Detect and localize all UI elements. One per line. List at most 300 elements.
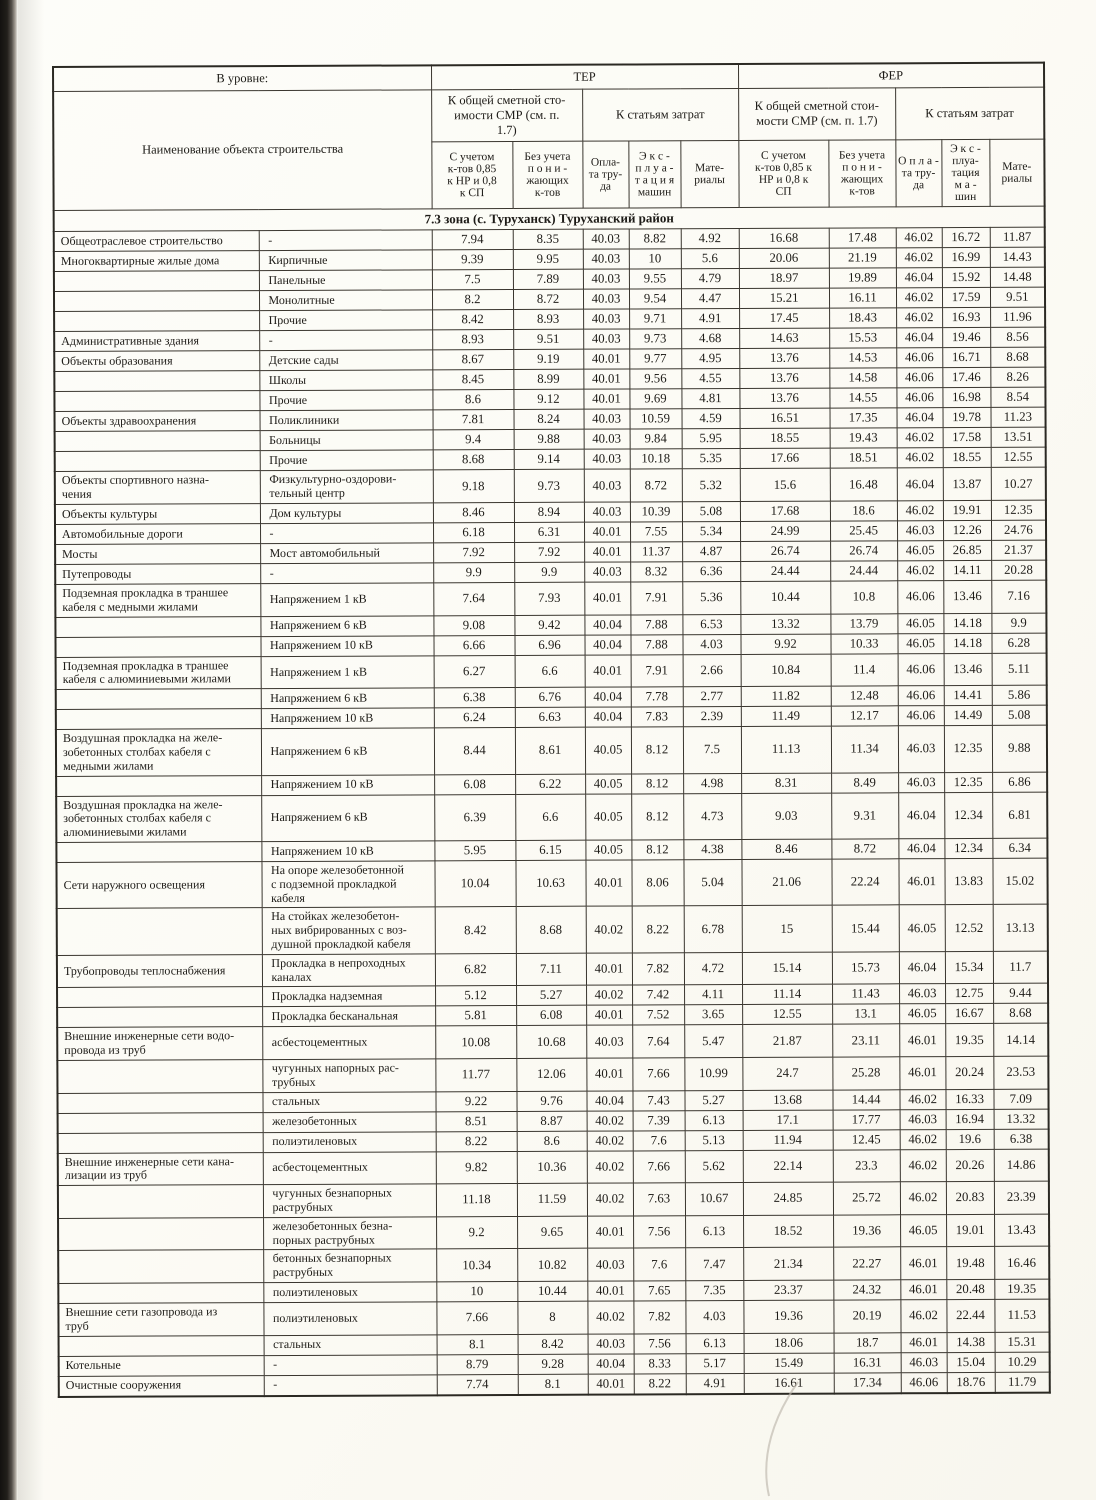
index-value-cell: 46.02 xyxy=(897,428,943,448)
object-subtype-cell: асбестоцементных xyxy=(263,1151,436,1184)
index-value-cell: 46.06 xyxy=(896,348,942,368)
index-value-cell: 10.34 xyxy=(436,1249,517,1282)
index-value-cell: 8.68 xyxy=(516,907,586,954)
index-value-cell: 46.06 xyxy=(898,686,944,706)
index-value-cell: 14.18 xyxy=(944,633,992,653)
index-value-cell: 40.03 xyxy=(588,1334,634,1354)
index-value-cell: 12.52 xyxy=(945,905,993,952)
index-value-cell: 7.6 xyxy=(633,1130,685,1150)
index-value-cell: 40.01 xyxy=(584,522,630,542)
object-name-cell: Воздушная прокладка на желе- зобетонных столбах кабеля с алюминиевыми жилами xyxy=(56,795,261,842)
index-value-cell: 40.01 xyxy=(583,369,629,389)
index-value-cell: 7.83 xyxy=(631,707,683,727)
index-value-cell: 8.54 xyxy=(990,388,1045,408)
object-name-cell: Внешние инженерные сети кана- лизации из труб xyxy=(58,1152,263,1185)
index-value-cell: 7.64 xyxy=(433,583,514,616)
index-value-cell: 25.45 xyxy=(830,521,897,541)
table-body xyxy=(54,207,1050,1397)
index-value-cell: 46.02 xyxy=(896,308,942,328)
index-value-cell: 7.82 xyxy=(632,953,684,986)
index-value-cell: 15.44 xyxy=(832,905,899,952)
index-value-cell: 4.91 xyxy=(686,1373,744,1394)
index-value-cell: 18.55 xyxy=(943,448,991,468)
object-subtype-cell: Прочие xyxy=(260,450,433,471)
object-name-cell xyxy=(57,908,262,955)
object-subtype-cell: стальных xyxy=(264,1334,437,1355)
index-value-cell: 46.03 xyxy=(901,1352,947,1372)
index-value-cell: 19.89 xyxy=(829,268,896,288)
index-value-cell: 46.02 xyxy=(896,288,942,308)
index-value-cell: 20.48 xyxy=(946,1279,994,1299)
index-value-cell: 8.35 xyxy=(513,230,583,250)
index-value-cell: 40.03 xyxy=(583,329,629,349)
object-subtype-cell: стальных xyxy=(262,1091,435,1112)
index-value-cell: 18.76 xyxy=(947,1372,995,1393)
index-value-cell: 23.37 xyxy=(743,1280,833,1300)
index-value-cell: 20.26 xyxy=(946,1149,994,1182)
index-value-cell: 8.46 xyxy=(741,839,831,859)
index-value-cell: 15.53 xyxy=(829,328,896,348)
index-value-cell: 40.04 xyxy=(585,635,631,655)
index-value-cell: 20.19 xyxy=(833,1300,900,1333)
index-value-cell: 9.4 xyxy=(433,430,514,450)
ter-col-without-coeff: Без учета п о н и - жающих к-тов xyxy=(512,141,582,209)
index-value-cell: 4.91 xyxy=(681,309,739,329)
index-value-cell: 46.01 xyxy=(899,1057,945,1090)
object-subtype-cell: Больницы xyxy=(260,430,433,451)
table-row xyxy=(55,580,1046,617)
index-value-cell: 16.93 xyxy=(942,308,990,328)
index-value-cell: 9.9 xyxy=(991,613,1046,633)
object-name-cell xyxy=(54,371,259,392)
object-name-cell xyxy=(57,1060,262,1093)
object-name-cell xyxy=(58,1112,263,1133)
index-value-cell: 16.61 xyxy=(744,1373,834,1394)
object-subtype-cell: Монолитные xyxy=(259,290,432,311)
index-value-cell: 11.59 xyxy=(517,1183,587,1216)
object-subtype-cell: Мост автомобильный xyxy=(260,543,433,564)
index-value-cell: 11.13 xyxy=(741,726,831,773)
index-value-cell: 16.46 xyxy=(994,1247,1049,1280)
index-value-cell: 12.55 xyxy=(742,1004,832,1024)
index-value-cell: 24.99 xyxy=(740,521,830,541)
index-value-cell: 13.83 xyxy=(945,858,993,905)
index-value-cell: 7.5 xyxy=(683,727,741,774)
index-value-cell: 5.08 xyxy=(682,502,740,522)
index-value-cell: 22.14 xyxy=(743,1150,833,1183)
page-margin-shade xyxy=(18,0,44,1500)
index-value-cell: 12.35 xyxy=(944,726,992,773)
index-value-cell: 17.34 xyxy=(834,1372,901,1393)
index-value-cell: 9.88 xyxy=(514,430,584,450)
index-value-cell: 4.81 xyxy=(681,389,739,409)
index-value-cell: 12.35 xyxy=(991,500,1046,520)
index-value-cell: 14.43 xyxy=(990,248,1045,268)
index-value-cell: 18.97 xyxy=(739,269,829,289)
index-value-cell: 5.35 xyxy=(682,449,740,469)
index-value-cell: 16.51 xyxy=(740,409,830,429)
index-value-cell: 15.6 xyxy=(740,469,830,502)
index-value-cell: 7.47 xyxy=(685,1248,743,1281)
table-row xyxy=(58,1299,1049,1336)
index-value-cell: 6.08 xyxy=(516,1006,586,1026)
index-value-cell: 9.9 xyxy=(433,563,514,583)
index-value-cell: 17.48 xyxy=(829,228,896,248)
index-value-cell: 7.93 xyxy=(514,582,584,615)
index-value-cell: 8 xyxy=(517,1301,587,1334)
index-value-cell: 15.02 xyxy=(993,858,1048,905)
object-subtype-cell: Напряжением 6 кВ xyxy=(260,615,433,636)
index-value-cell: 8.93 xyxy=(513,310,583,330)
index-value-cell: 16.11 xyxy=(829,288,896,308)
index-value-cell: 15.49 xyxy=(744,1353,834,1373)
index-value-cell: 15.14 xyxy=(742,952,832,985)
object-subtype-cell: полиэтиленовых xyxy=(263,1282,436,1303)
index-value-cell: 8.42 xyxy=(435,907,516,954)
index-value-cell: 8.6 xyxy=(517,1131,587,1151)
index-value-cell: 9.31 xyxy=(831,792,898,839)
object-name-cell xyxy=(56,689,261,710)
index-value-cell: 5.27 xyxy=(516,986,586,1006)
index-value-cell: 23.53 xyxy=(993,1056,1048,1089)
index-value-cell: 12.06 xyxy=(516,1058,586,1091)
index-value-cell: 6.13 xyxy=(686,1333,744,1353)
table-row xyxy=(57,951,1048,988)
index-value-cell: 24.44 xyxy=(740,561,830,581)
index-value-cell: 46.04 xyxy=(898,839,944,859)
index-value-cell: 9.42 xyxy=(514,615,584,635)
object-name-cell: Административные здания xyxy=(54,331,259,352)
index-value-cell: 8.22 xyxy=(632,906,684,953)
index-value-cell: 46.05 xyxy=(897,541,943,561)
index-value-cell: 10.33 xyxy=(831,633,898,653)
index-value-cell: 7.56 xyxy=(633,1215,685,1248)
index-value-cell: 19.91 xyxy=(943,500,991,520)
index-value-cell: 46.02 xyxy=(900,1149,946,1182)
index-value-cell: 18.52 xyxy=(743,1215,833,1248)
index-value-cell: 16.68 xyxy=(739,229,829,249)
fer-cost-items-header: К статьям затрат xyxy=(895,87,1044,140)
object-subtype-cell: Дом культуры xyxy=(260,503,433,524)
object-name-cell xyxy=(56,775,261,796)
index-value-cell: 19.35 xyxy=(945,1024,993,1057)
index-value-cell: 8.31 xyxy=(741,773,831,793)
index-value-cell: 11.82 xyxy=(741,686,831,706)
index-value-cell: 9.77 xyxy=(629,349,681,369)
object-name-cell: Общеотраслевое строительство xyxy=(54,231,259,252)
index-value-cell: 46.06 xyxy=(896,368,942,388)
index-value-cell: 6.36 xyxy=(682,562,740,582)
object-name-cell: Путепроводы xyxy=(55,564,260,585)
index-value-cell: 11.14 xyxy=(742,984,832,1004)
index-value-cell: 24.85 xyxy=(743,1182,833,1215)
index-value-cell: 17.58 xyxy=(943,428,991,448)
index-value-cell: 40.03 xyxy=(583,249,629,269)
index-value-cell: 5.34 xyxy=(682,522,740,542)
index-value-cell: 17.1 xyxy=(743,1110,833,1130)
index-value-cell: 9.39 xyxy=(432,250,513,270)
index-value-cell: 9.95 xyxy=(513,250,583,270)
object-name-cell xyxy=(55,616,260,637)
index-value-cell: 6.38 xyxy=(434,688,515,708)
index-value-cell: 46.03 xyxy=(898,772,944,792)
table-row xyxy=(57,1056,1048,1093)
cost-index-table xyxy=(52,62,1051,1398)
index-value-cell: 40.01 xyxy=(585,655,631,688)
index-value-cell: 6.78 xyxy=(684,906,742,953)
index-value-cell: 8.99 xyxy=(513,370,583,390)
index-value-cell: 14.55 xyxy=(829,388,896,408)
index-value-cell: 8.87 xyxy=(517,1111,587,1131)
object-name-cell xyxy=(57,987,262,1008)
object-name-cell: Внешние инженерные сети водо- провода из труб xyxy=(57,1027,262,1060)
index-value-cell: 40.04 xyxy=(585,687,631,707)
index-value-cell: 6.27 xyxy=(434,655,515,688)
index-value-cell: 40.01 xyxy=(587,1281,633,1301)
index-value-cell: 19.35 xyxy=(994,1279,1049,1299)
object-name-cell: Трубопроводы теплоснабжения xyxy=(57,954,262,987)
index-value-cell: 13.87 xyxy=(943,468,991,501)
index-value-cell: 11.77 xyxy=(435,1058,516,1091)
index-value-cell: 5.27 xyxy=(684,1090,742,1110)
index-value-cell: 6.6 xyxy=(515,794,585,841)
index-value-cell: 24.44 xyxy=(830,561,897,581)
index-value-cell: 17.68 xyxy=(740,501,830,521)
object-subtype-cell: - xyxy=(259,330,432,351)
index-value-cell: 23.3 xyxy=(833,1149,900,1182)
index-value-cell: 8.68 xyxy=(993,1004,1048,1024)
index-value-cell: 4.72 xyxy=(684,952,742,985)
index-value-cell: 40.03 xyxy=(584,429,630,449)
object-subtype-cell: железобетонных xyxy=(263,1111,436,1132)
index-value-cell: 8.22 xyxy=(634,1373,686,1394)
object-subtype-cell: Напряжением 10 кВ xyxy=(261,841,434,862)
index-value-cell: 10.39 xyxy=(630,502,682,522)
table-header xyxy=(53,63,1045,211)
index-value-cell: 10.36 xyxy=(517,1151,587,1184)
index-value-cell: 7.16 xyxy=(991,580,1046,613)
index-value-cell: 8.42 xyxy=(518,1334,588,1354)
index-value-cell: 12.55 xyxy=(991,448,1046,468)
index-value-cell: 40.02 xyxy=(586,985,632,1005)
index-value-cell: 7.89 xyxy=(513,270,583,290)
index-value-cell: 7.43 xyxy=(632,1090,684,1110)
index-value-cell: 8.79 xyxy=(437,1354,518,1374)
index-value-cell: 10 xyxy=(436,1281,517,1301)
index-value-cell: 6.28 xyxy=(992,633,1047,653)
object-subtype-cell: - xyxy=(260,563,433,584)
object-name-cell xyxy=(56,709,261,730)
index-value-cell: 9.73 xyxy=(514,470,584,503)
object-name-cell xyxy=(58,1185,263,1218)
index-value-cell: 14.44 xyxy=(833,1089,900,1109)
index-value-cell: 23.11 xyxy=(832,1024,899,1057)
index-value-cell: 9.92 xyxy=(741,634,831,654)
object-subtype-cell: Напряжением 1 кВ xyxy=(260,583,433,616)
index-value-cell: 5.17 xyxy=(686,1353,744,1373)
object-subtype-cell: чугунных безнапорных раструбных xyxy=(263,1184,436,1217)
index-value-cell: 13.32 xyxy=(994,1109,1049,1129)
fer-smr-header: К общей сметной стои- мости СМР (см. п. 1.7) xyxy=(738,87,895,140)
index-value-cell: 9.51 xyxy=(990,288,1045,308)
index-value-cell: 8.12 xyxy=(631,773,683,793)
table-row xyxy=(56,653,1047,690)
index-value-cell: 6.38 xyxy=(994,1129,1049,1149)
index-value-cell: 8.49 xyxy=(831,772,898,792)
object-name-cell xyxy=(58,1132,263,1153)
index-value-cell: 40.03 xyxy=(586,1025,632,1058)
object-name-cell xyxy=(56,842,261,863)
index-value-cell: 9.9 xyxy=(514,562,584,582)
index-value-cell: 6.6 xyxy=(515,655,585,688)
index-value-cell: 40.04 xyxy=(586,1091,632,1111)
index-value-cell: 19.78 xyxy=(943,408,991,428)
index-value-cell: 12.75 xyxy=(945,984,993,1004)
index-value-cell: 7.74 xyxy=(437,1374,518,1395)
index-value-cell: 5.08 xyxy=(992,705,1047,725)
index-value-cell: 5.86 xyxy=(992,685,1047,705)
index-value-cell: 40.05 xyxy=(585,794,631,841)
object-name-cell xyxy=(54,271,259,292)
index-value-cell: 6.39 xyxy=(434,794,515,841)
index-value-cell: 40.02 xyxy=(586,906,632,953)
index-value-cell: 46.02 xyxy=(900,1300,946,1333)
index-value-cell: 10.44 xyxy=(740,581,830,614)
fer-col-labor: О п л а - та тру- да xyxy=(895,139,941,207)
index-value-cell: 46.05 xyxy=(899,1004,945,1024)
index-value-cell: 7.09 xyxy=(994,1089,1049,1109)
index-value-cell: 4.95 xyxy=(681,349,739,369)
object-subtype-cell: Поликлиники xyxy=(260,410,433,431)
index-value-cell: 40.04 xyxy=(584,615,630,635)
index-value-cell: 7.5 xyxy=(432,270,513,290)
index-value-cell: 7.92 xyxy=(433,543,514,563)
pen-mark-artifact xyxy=(742,1378,822,1500)
index-value-cell: 19.43 xyxy=(830,428,897,448)
index-value-cell: 8.72 xyxy=(630,469,682,502)
object-name-cell: Мосты xyxy=(55,544,260,565)
object-subtype-cell: Напряжением 6 кВ xyxy=(261,794,434,841)
index-value-cell: 5.11 xyxy=(992,653,1047,686)
index-value-cell: 14.58 xyxy=(829,368,896,388)
index-value-cell: 8.24 xyxy=(514,410,584,430)
index-value-cell: 9.56 xyxy=(629,369,681,389)
index-value-cell: 9.2 xyxy=(436,1216,517,1249)
object-name-cell: Сети наружного освещения xyxy=(56,862,261,909)
index-value-cell: 46.06 xyxy=(898,706,944,726)
index-value-cell: 12.26 xyxy=(943,520,991,540)
index-value-cell: 2.77 xyxy=(683,687,741,707)
index-value-cell: 12.17 xyxy=(831,706,898,726)
index-value-cell: 8.72 xyxy=(513,290,583,310)
object-name-cell: Объекты образования xyxy=(54,351,259,372)
index-value-cell: 8.93 xyxy=(432,330,513,350)
index-value-cell: 5.6 xyxy=(681,249,739,269)
index-value-cell: 13.1 xyxy=(832,1004,899,1024)
index-value-cell: 4.03 xyxy=(685,1300,743,1333)
table-row xyxy=(59,1372,1050,1397)
index-value-cell: 23.39 xyxy=(994,1181,1049,1214)
object-subtype-cell: На опоре железобетонной с подземной прокладкой кабеля xyxy=(261,861,434,908)
index-value-cell: 8.06 xyxy=(631,860,683,907)
index-value-cell: 24.32 xyxy=(833,1280,900,1300)
object-name-cell xyxy=(55,431,260,452)
fer-col-machines: Э к с - плуа- тация м а - шин xyxy=(941,139,989,207)
object-subtype-cell: Кирпичные xyxy=(259,250,432,271)
object-name-cell xyxy=(58,1283,263,1304)
index-value-cell: 13.51 xyxy=(991,428,1046,448)
index-value-cell: 46.06 xyxy=(901,1372,947,1393)
index-value-cell: 22.44 xyxy=(946,1299,994,1332)
index-value-cell: 7.11 xyxy=(516,953,586,986)
fer-col-with-coeff: С учетом к-тов 0,85 к НР и 0,8 к СП xyxy=(738,140,828,208)
index-value-cell: 2.66 xyxy=(683,654,741,687)
index-value-cell: 14.48 xyxy=(990,268,1045,288)
index-value-cell: 9.82 xyxy=(436,1151,517,1184)
index-value-cell: 18.43 xyxy=(829,308,896,328)
index-value-cell: 40.03 xyxy=(584,469,630,502)
index-value-cell: 15 xyxy=(742,905,832,952)
index-value-cell: 7.63 xyxy=(633,1183,685,1216)
index-value-cell: 40.03 xyxy=(583,229,629,249)
index-value-cell: 10.08 xyxy=(435,1026,516,1059)
index-value-cell: 10.84 xyxy=(741,654,831,687)
index-value-cell: 7.66 xyxy=(436,1301,517,1334)
index-value-cell: 9.84 xyxy=(630,429,682,449)
table-row xyxy=(57,905,1048,956)
object-name-cell: Очистные сооружения xyxy=(59,1375,264,1396)
index-value-cell: 17.46 xyxy=(942,368,990,388)
index-value-cell: 8.2 xyxy=(432,290,513,310)
index-value-cell: 8.22 xyxy=(436,1131,517,1151)
index-value-cell: 46.03 xyxy=(900,1109,946,1129)
index-value-cell: 40.05 xyxy=(585,774,631,794)
index-value-cell: 46.04 xyxy=(896,328,942,348)
index-value-cell: 13.13 xyxy=(993,905,1048,952)
index-value-cell: 8.12 xyxy=(631,727,683,774)
index-value-cell: 8.44 xyxy=(434,728,515,775)
index-value-cell: 40.04 xyxy=(585,707,631,727)
index-value-cell: 12.45 xyxy=(833,1129,900,1149)
index-value-cell: 17.59 xyxy=(942,288,990,308)
index-value-cell: 16.31 xyxy=(834,1352,901,1372)
index-value-cell: 7.56 xyxy=(634,1333,686,1353)
index-value-cell: 46.02 xyxy=(896,228,942,248)
index-value-cell: 8.6 xyxy=(432,390,513,410)
object-name-cell xyxy=(55,636,260,657)
object-name-cell xyxy=(54,391,259,412)
index-value-cell: 14.63 xyxy=(739,329,829,349)
object-subtype-cell: Напряжением 10 кВ xyxy=(260,635,433,656)
index-value-cell: 9.76 xyxy=(516,1091,586,1111)
index-value-cell: 14.11 xyxy=(943,560,991,580)
object-subtype-cell: - xyxy=(264,1374,437,1395)
index-value-cell: 16.71 xyxy=(942,348,990,368)
index-value-cell: 8.82 xyxy=(629,229,681,249)
index-value-cell: 16.98 xyxy=(942,388,990,408)
index-value-cell: 17.35 xyxy=(830,408,897,428)
index-value-cell: 6.24 xyxy=(434,708,515,728)
index-value-cell: 8.12 xyxy=(631,840,683,860)
index-value-cell: 9.03 xyxy=(741,793,831,840)
index-value-cell: 40.03 xyxy=(584,449,630,469)
index-value-cell: 5.81 xyxy=(435,1006,516,1026)
index-value-cell: 8.72 xyxy=(831,839,898,859)
index-value-cell: 46.01 xyxy=(900,1280,946,1300)
index-value-cell: 7.91 xyxy=(631,654,683,687)
ter-smr-header: К общей сметной сто- имости СМР (см. п. 1.7) xyxy=(431,89,582,142)
index-value-cell: 8.1 xyxy=(518,1374,588,1395)
